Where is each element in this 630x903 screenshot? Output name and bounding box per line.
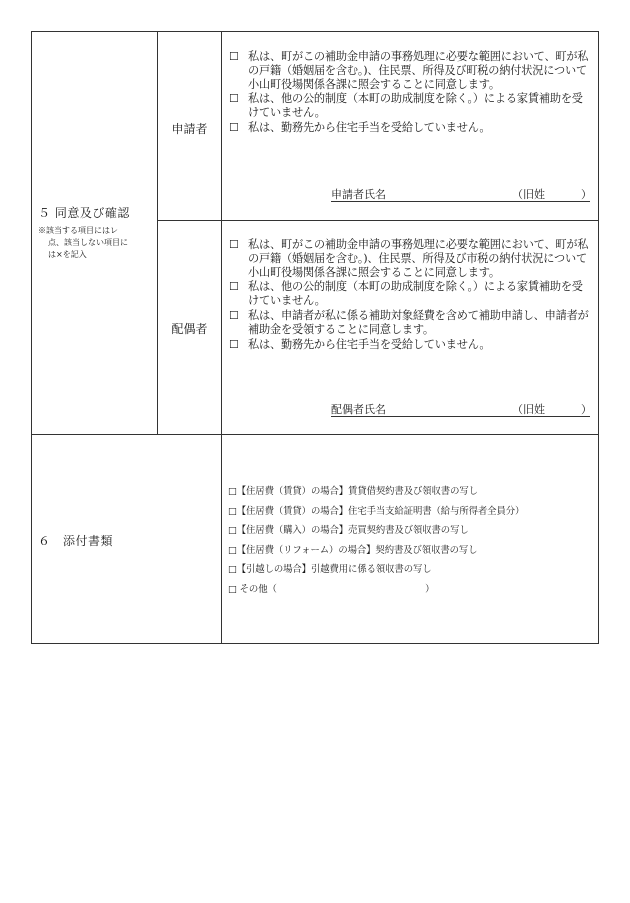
checkbox-icon[interactable]: ☐ bbox=[229, 238, 239, 251]
consent-item[interactable] bbox=[229, 338, 593, 352]
consent-text: 私は、申請者が私に係る補助対象経費を含めて補助申請し、申請者が補助金を受領することに同意します。 bbox=[248, 308, 589, 336]
checkbox-icon[interactable]: ☐ bbox=[229, 308, 239, 322]
attachment-item[interactable]: □【住居費（購入）の場合】売買契約書及び領収書の写し bbox=[228, 525, 469, 536]
consent-text: 私は、勤務先から住宅手当を受給していません。 bbox=[248, 337, 491, 351]
applicant-former-name-close: ） bbox=[581, 188, 592, 201]
attachment-list bbox=[228, 482, 596, 599]
section5-title: ５ 同意及び確認 bbox=[38, 206, 130, 220]
spouse-role-label: 配偶者 bbox=[171, 322, 208, 336]
attachment-item[interactable]: □【住居費（賃貸）の場合】住宅手当支給証明書（給与所得者全員分） bbox=[228, 505, 525, 517]
consent-text: 私は、町がこの補助金申請の事務処理に必要な範囲において、町が私の戸籍（婚姻届を含む。)、住民票、所得及び町税の納付状況について小山町役場関係各課に照会することに同意します。 bbox=[248, 50, 589, 91]
checkbox-icon[interactable]: ☐ bbox=[229, 280, 239, 294]
consent-item[interactable] bbox=[229, 238, 593, 279]
section5-note-line: は×を記入 bbox=[48, 250, 87, 259]
divider-section5-section6 bbox=[32, 434, 598, 435]
attachment-item[interactable]: □ その他（ ） bbox=[228, 583, 435, 595]
applicant-former-name-label: （旧姓 bbox=[512, 188, 545, 201]
consent-text: 私は、他の公的制度（本町の助成制度を除く。）による家賃補助を受けていません。 bbox=[248, 280, 583, 308]
section5-note bbox=[38, 225, 154, 261]
consent-text: 私は、町がこの補助金申請の事務処理に必要な範囲において、町が私の戸籍（婚姻届を含む。)、住民票、所得及び市税の納付状況について小山町役場関係各課に照会することに同意します。 bbox=[248, 238, 589, 279]
checkbox-icon[interactable]: ☐ bbox=[229, 120, 239, 134]
application-form-table bbox=[31, 31, 599, 644]
consent-text: 私は、他の公的制度（本町の助成制度を除く。）による家賃補助を受けていません。 bbox=[248, 92, 583, 120]
spouse-name-field[interactable] bbox=[331, 416, 590, 417]
attachment-item[interactable]: □【引越しの場合】引越費用に係る領収書の写し bbox=[228, 564, 432, 575]
checkbox-icon[interactable]: ☐ bbox=[229, 50, 239, 63]
spouse-former-name-label: （旧姓 bbox=[512, 403, 545, 416]
divider-role-column bbox=[157, 32, 158, 435]
attachment-item[interactable]: □【住居費（リフォーム）の場合】契約書及び領収書の写し bbox=[228, 544, 478, 556]
applicant-role-label: 申請者 bbox=[171, 122, 208, 136]
spouse-name-label: 配偶者氏名 bbox=[331, 403, 386, 416]
divider-applicant-spouse bbox=[157, 220, 598, 221]
applicant-consent-list bbox=[229, 50, 593, 136]
divider-content-column bbox=[221, 32, 222, 643]
section6-title: ６ 添付書類 bbox=[38, 534, 114, 548]
consent-text: 私は、勤務先から住宅手当を受給していません。 bbox=[248, 120, 491, 134]
spouse-former-name-close: ） bbox=[581, 403, 592, 416]
spouse-consent-list bbox=[229, 238, 593, 352]
consent-item[interactable] bbox=[229, 280, 593, 308]
applicant-name-field[interactable] bbox=[331, 201, 590, 202]
applicant-name-label: 申請者氏名 bbox=[331, 188, 386, 201]
section5-header bbox=[38, 204, 154, 261]
attachment-item[interactable]: □【住居費（賃貸）の場合】賃貸借契約書及び領収書の写し bbox=[228, 486, 478, 497]
checkbox-icon[interactable]: ☐ bbox=[229, 337, 239, 351]
consent-item[interactable] bbox=[229, 121, 593, 135]
consent-item[interactable] bbox=[229, 309, 593, 337]
consent-item[interactable] bbox=[229, 92, 593, 120]
consent-item[interactable] bbox=[229, 50, 593, 91]
section5-note-line: 点、該当しない項目に bbox=[48, 238, 128, 247]
checkbox-icon[interactable]: ☐ bbox=[229, 92, 239, 106]
section5-note-line: ※該当する項目にはレ bbox=[38, 226, 118, 235]
